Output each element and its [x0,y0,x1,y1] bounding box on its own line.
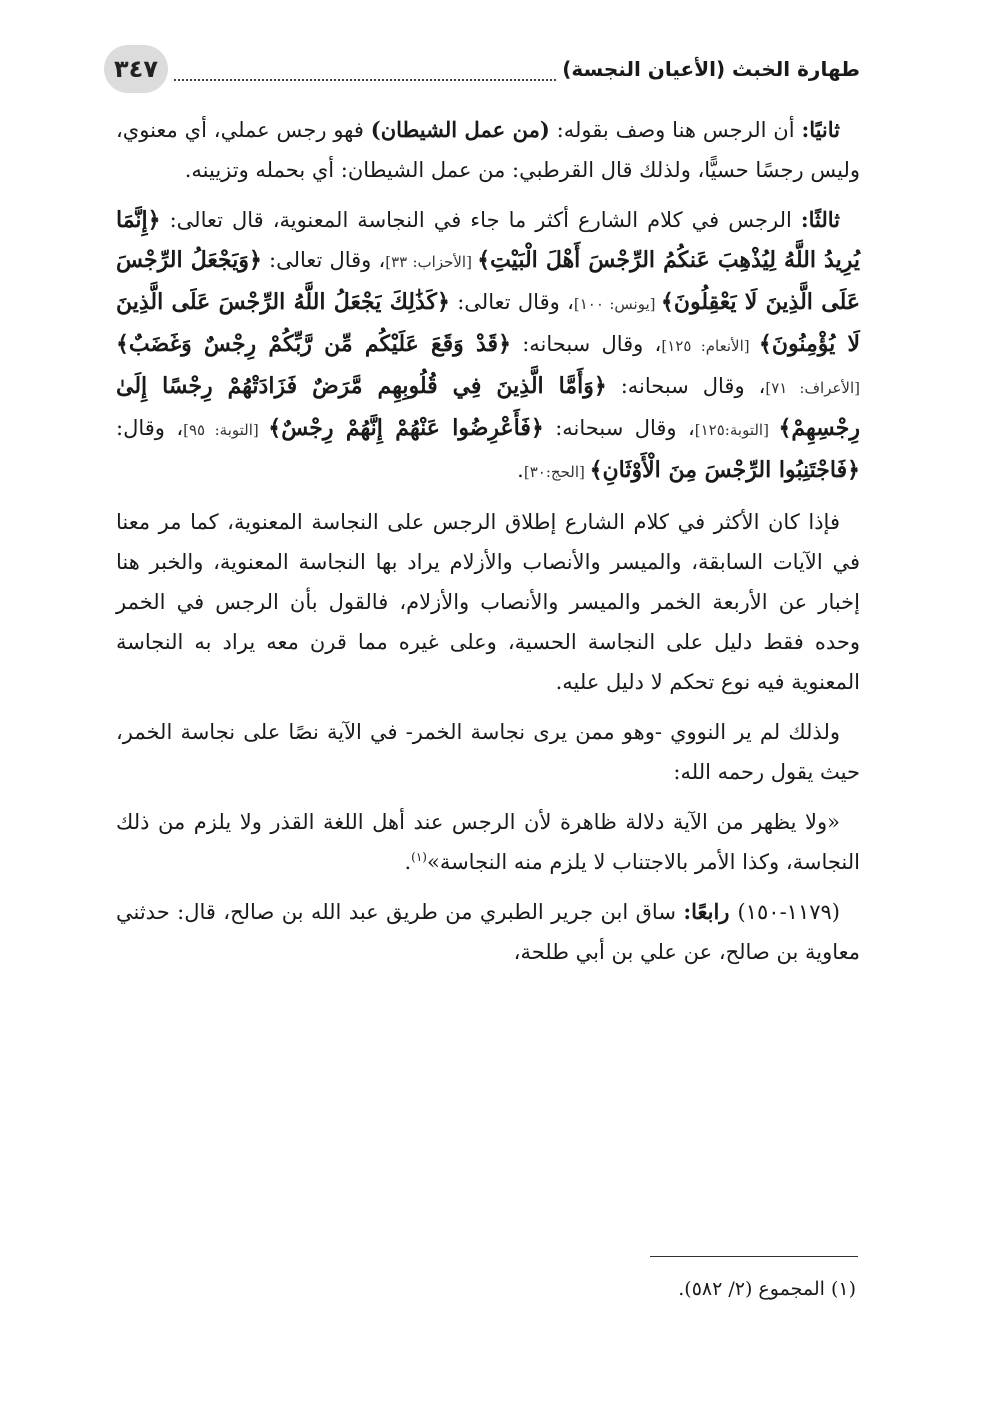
quran-verse: ﴿وَأَمَّا الَّذِينَ فِي قُلُوبِهِم مَّرَضٌ فَزَادَتْهُمْ رِجْسًا إِلَىٰ رِجْسِهِمْ﴾ [116,373,860,441]
paragraph-thirdly [116,200,860,492]
paragraph-text: أن الرجس هنا وصف بقوله: [549,118,802,142]
quran-verse: ﴿كَذَٰلِكَ يَجْعَلُ اللَّهُ الرِّجْسَ عَلَى الَّذِينَ لَا يُؤْمِنُونَ﴾ [116,289,861,357]
quran-verse: ﴿فَأَعْرِضُوا عَنْهُمْ إِنَّهُمْ رِجْسٌ﴾ [268,415,544,441]
paragraph-text: فهو رجس عملي، أي معنوي، وليس رجسًا حسيًّا، ولذلك قال القرطبي: من عمل الشيطان: أي بحمله وتزيينه. [116,118,860,182]
page-header [104,44,860,94]
paragraph-text: ، وقال سبحانه: [510,332,662,356]
paragraph-argument: فإذا كان الأكثر في كلام الشارع إطلاق الرجس على النجاسة المعنوية، كما مر معنا في الآيات السابقة، والميسر والأنصاب والأزلام يراد بها النجاسة المعنوية، والخبر هنا إخبار عن الأربعة الخمر والميسر والأنصاب والأزلام، فالقول بأن الرجس في الخمر وحده فقط دليل على النجاسة الحسية، وعلى غيره مما قرن معه يراد به النجاسة المعنوية فيه نوع تحكم لا دليل عليه. [116,510,860,694]
paragraph-text: ساق ابن جرير الطبري من طريق عبد الله بن صالح، قال: حدثني معاوية بن صالح، عن علي بن أبي طلحة، [116,900,860,964]
paragraph-lead: ثانيًا: [801,117,841,142]
footnote-marker: (١) [411,850,427,864]
quran-verse: ﴿وَيَجْعَلُ الرِّجْسَ عَلَى الَّذِينَ لَا يَعْقِلُونَ﴾ [116,247,860,315]
paragraph-text: ، وقال سبحانه: [543,416,695,440]
paragraph-text: ، وقال سبحانه: [606,374,766,398]
quran-verse: ﴿فَاجْتَنِبُوا الرِّجْسَ مِنَ الْأَوْثَانِ﴾ [589,457,860,483]
verse-reference: [يونس: ١٠٠] [573,295,661,313]
paragraph-nawawi: ولذلك لم ير النووي -وهو ممن يرى نجاسة الخمر- في الآية نصًا على نجاسة الخمر، حيث يقول رحمه الله: [116,720,860,784]
main-text [116,110,860,982]
verse-reference: [التوبة:١٢٥] [694,421,779,439]
running-title: طهارة الخبث (الأعيان النجسة) [562,57,860,81]
page-number: ٣٤٧ [104,45,168,93]
paragraph-text: ، وقال: [116,416,184,440]
verse-reference: [الأعراف: ٧١] [765,379,860,397]
quran-verse: ﴿إِنَّمَا يُرِيدُ اللَّهُ لِيُذْهِبَ عَنكُمُ الرِّجْسَ أَهْلَ الْبَيْتِ﴾ [116,207,860,273]
dotted-leader [174,57,556,81]
verse-reference: [الأحزاب: ٣٣] [385,253,478,271]
verse-reference: [الأنعام: ١٢٥] [661,337,759,355]
paragraph-text: ، وقال تعالى: [261,248,386,272]
paragraph-lead: ثالثًا: [800,207,840,232]
quote-end: . [404,850,412,874]
footnote-separator [650,1256,858,1257]
hadith-number: (١١٧٩-١٥٠) [737,900,840,924]
quran-verse: ﴿قَدْ وَقَعَ عَلَيْكُم مِّن رَّبِّكُمْ رِجْسٌ وَغَضَبٌ﴾ [116,331,511,357]
paragraph-text: ، وقال تعالى: [449,290,574,314]
footnote-number: (١) [830,1278,856,1300]
paragraph-quote [116,802,860,882]
paragraph-secondly [116,110,860,190]
verse-reference: [التوبة: ٩٥] [183,421,269,439]
paragraph-text: . [517,458,524,482]
quote-text: «ولا يظهر من الآية دلالة ظاهرة لأن الرجس عند أهل اللغة القذر ولا يلزم من ذلك النجاسة، وكذا الأمر بالاجتناب لا يلزم منه النجاسة» [116,810,860,874]
verse-reference: [الحج:٣٠] [523,463,590,481]
paragraph-text: الرجس في كلام الشارع أكثر ما جاء في النجاسة المعنوية، قال تعالى: [160,208,801,232]
footnote [116,1272,856,1306]
footnote-text: المجموع (٢/ ٥٨٢). [678,1278,831,1300]
paragraph-fourthly [116,892,860,972]
bold-quote: (من عمل الشيطان) [370,117,550,142]
paragraph-lead: رابعًا: [683,899,738,924]
